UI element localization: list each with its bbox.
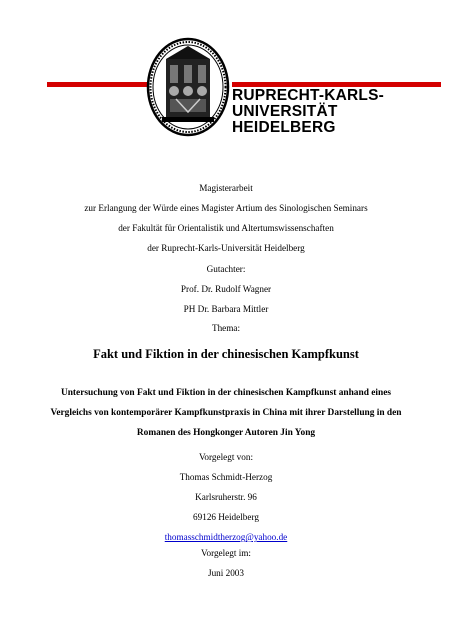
thesis-university: der Ruprecht-Karls-Universität Heidelberg	[147, 243, 305, 253]
thesis-faculty: der Fakultät für Orientalistik und Altertumswissenschaften	[118, 223, 334, 233]
author-section	[0, 447, 452, 547]
thesis-intro	[0, 178, 452, 258]
submission-label: Vorgelegt im:	[201, 548, 251, 558]
university-header	[0, 0, 452, 150]
thesis-title: Fakt und Fiktion in der chinesischen Kampfkunst	[93, 347, 359, 361]
submission-section	[0, 543, 452, 583]
thesis-subtitle-line-2: Vergleichs von kontemporärer Kampfkunstpraxis in China mit ihrer Darstellung in den	[50, 408, 402, 418]
author-email-link[interactable]: thomasschmidtherzog@yahoo.de	[164, 532, 288, 542]
university-seal-icon	[146, 37, 230, 137]
university-name	[232, 88, 384, 136]
reviewer-2: PH Dr. Barbara Mittler	[183, 304, 269, 314]
topic-label: Thema:	[211, 323, 241, 333]
reviewers-label: Gutachter:	[206, 264, 246, 274]
submission-date: Juni 2003	[208, 568, 244, 578]
author-name: Thomas Schmidt-Herzog	[179, 472, 273, 482]
thesis-type: Magisterarbeit	[199, 183, 253, 193]
author-street: Karlsruherstr. 96	[195, 492, 257, 502]
thesis-purpose: zur Erlangung der Würde eines Magister Artium des Sinologischen Seminars	[84, 203, 368, 213]
reviewers-section	[0, 259, 452, 319]
red-rule-left	[47, 82, 149, 87]
author-city: 69126 Heidelberg	[193, 512, 259, 522]
thesis-subtitle-line-3: Romanen des Hongkonger Autoren Jin Yong	[136, 428, 316, 438]
university-name-line-3: HEIDELBERG	[232, 119, 336, 136]
author-label: Vorgelegt von:	[198, 452, 253, 462]
thesis-subtitle-line-1: Untersuchung von Fakt und Fiktion in der chinesischen Kampfkunst anhand eines	[60, 388, 392, 398]
university-name-line-2: UNIVERSITÄT	[232, 103, 338, 120]
university-name-line-1: RUPRECHT-KARLS-	[232, 87, 384, 104]
thesis-subtitle	[40, 383, 412, 443]
reviewer-1: Prof. Dr. Rudolf Wagner	[180, 284, 272, 294]
